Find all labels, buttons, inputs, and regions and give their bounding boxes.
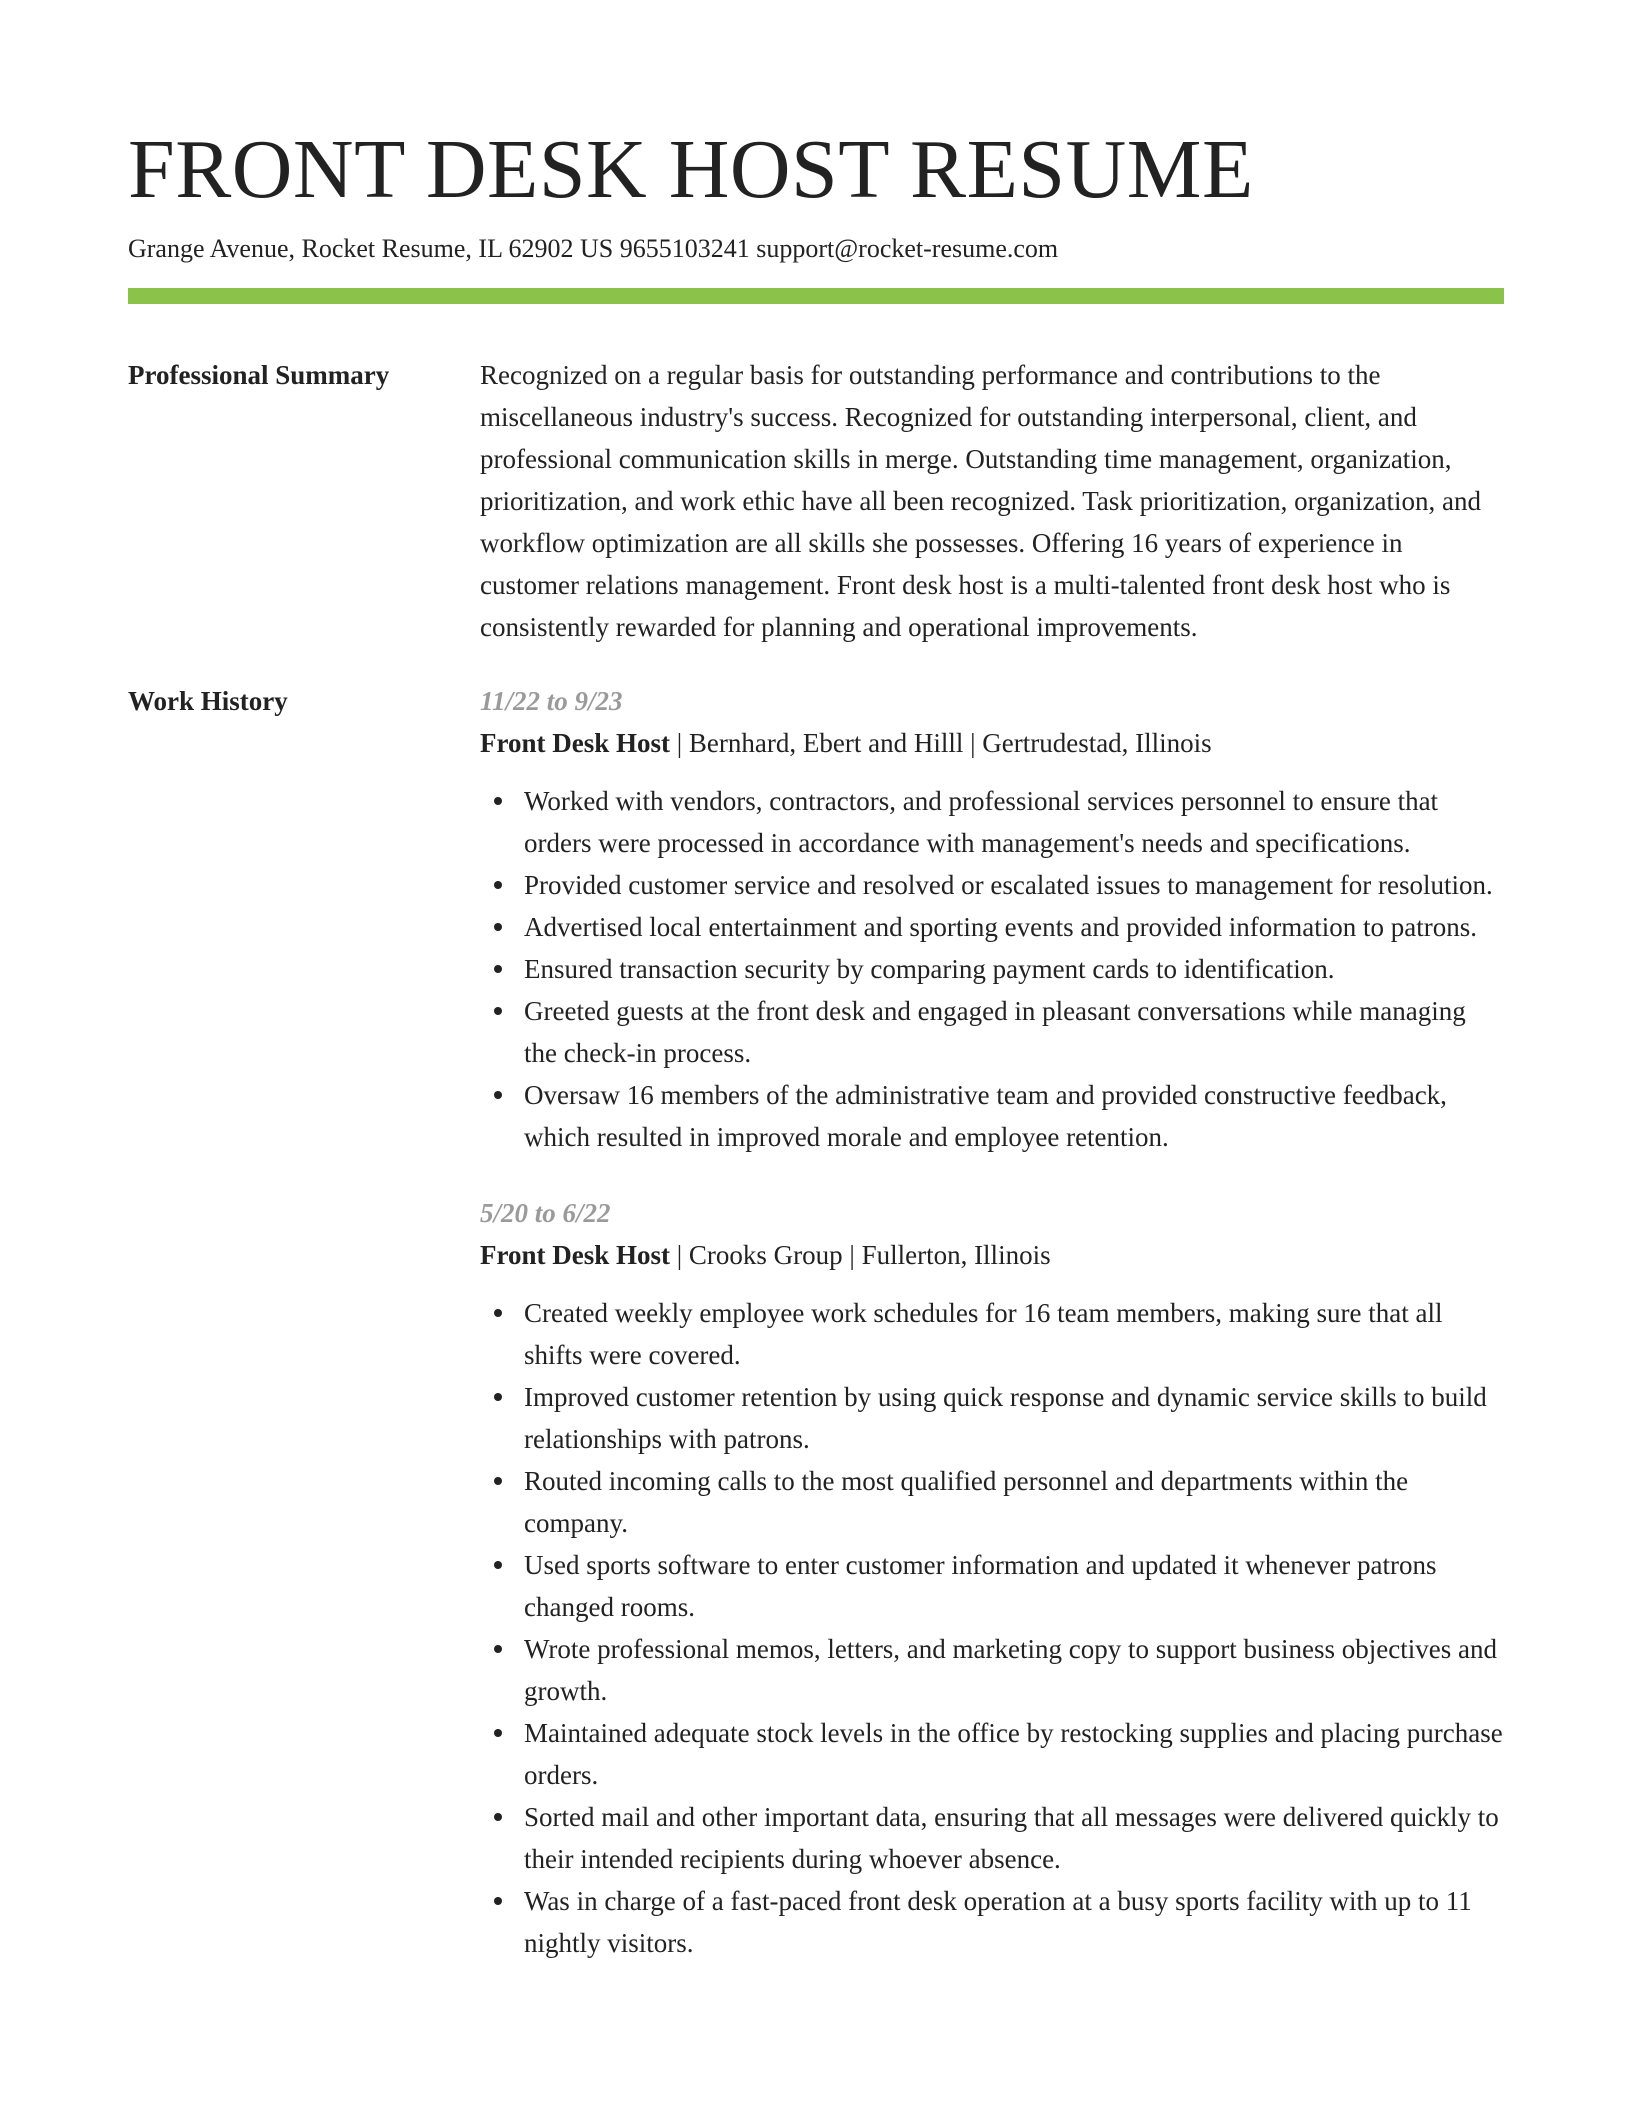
job-bullet [480,1544,1504,1628]
job-bullet [480,864,1504,906]
job-entry [480,680,1504,1158]
job-dates: 11/22 to 9/23 [480,686,623,716]
job-entry [480,1192,1504,1964]
bullet-text: Used sports software to enter customer information and updated it whenever patrons changed rooms. [524,1550,1437,1622]
work-history-section [128,680,1504,1964]
resume-title: FRONT DESK HOST RESUME [128,123,1254,216]
header-divider [128,288,1504,304]
job-bullet [480,1628,1504,1712]
bullet-text: Was in charge of a fast-paced front desk operation at a busy sports facility with up to 11 nightly visitors. [524,1886,1472,1958]
bullet-icon [494,1729,502,1737]
bullet-icon [494,1007,502,1015]
bullet-icon [494,1393,502,1401]
bullet-text: Wrote professional memos, letters, and marketing copy to support business objectives and growth. [524,1634,1497,1706]
job-bullet [480,990,1504,1074]
bullet-icon [494,1091,502,1099]
job-bullet [480,906,1504,948]
job-bullet-list [480,780,1504,1158]
job-bullet [480,1880,1504,1964]
job-heading [480,722,1504,764]
bullet-icon [494,965,502,973]
bullet-text: Ensured transaction security by comparing payment cards to identification. [524,954,1335,984]
job-bullet [480,1712,1504,1796]
job-bullet [480,1292,1504,1376]
bullet-icon [494,1813,502,1821]
job-heading [480,1234,1504,1276]
bullet-icon [494,1561,502,1569]
bullet-text: Advertised local entertainment and sporting events and provided information to patrons. [524,912,1478,942]
bullet-text: Routed incoming calls to the most qualified personnel and departments within the company. [524,1466,1409,1538]
job-bullet [480,1460,1504,1544]
job-bullet [480,1376,1504,1460]
bullet-icon [494,881,502,889]
bullet-text: Created weekly employee work schedules for 16 team members, making sure that all shifts were covered. [524,1298,1443,1370]
bullet-text: Worked with vendors, contractors, and professional services personnel to ensure that orders were processed in accordance with management's needs and specifications. [524,786,1439,858]
bullet-text: Sorted mail and other important data, ensuring that all messages were delivered quickly to their intended recipients during whoever absence. [524,1802,1499,1874]
bullet-text: Oversaw 16 members of the administrative team and provided constructive feedback, which resulted in improved morale and employee retention. [524,1080,1447,1152]
job-details: | Bernhard, Ebert and Hilll | Gertrudestad, Illinois [670,728,1212,758]
contact-line: Grange Avenue, Rocket Resume, IL 62902 US 9655103241 support@rocket-resume.com [128,234,1059,263]
resume-page [128,120,1504,1964]
section-label-work-history: Work History [128,686,288,716]
work-history-body [480,680,1504,1964]
bullet-text: Greeted guests at the front desk and engaged in pleasant conversations while managing the check-in process. [524,996,1466,1068]
job-dates: 5/20 to 6/22 [480,1198,611,1228]
bullet-icon [494,923,502,931]
job-bullet [480,1796,1504,1880]
job-bullet [480,1074,1504,1158]
job-bullet-list [480,1292,1504,1964]
bullet-icon [494,1309,502,1317]
bullet-text: Maintained adequate stock levels in the office by restocking supplies and placing purchase orders. [524,1718,1503,1790]
job-title: Front Desk Host [480,728,671,758]
bullet-text: Provided customer service and resolved or escalated issues to management for resolution. [524,870,1493,900]
summary-body [480,354,1504,648]
section-label-summary: Professional Summary [128,360,390,390]
job-bullet [480,948,1504,990]
job-bullet [480,780,1504,864]
bullet-icon [494,1645,502,1653]
professional-summary-section [128,354,1504,648]
bullet-icon [494,1477,502,1485]
job-title: Front Desk Host [480,1240,671,1270]
bullet-text: Improved customer retention by using quick response and dynamic service skills to build relationships with patrons. [524,1382,1487,1454]
job-details: | Crooks Group | Fullerton, Illinois [670,1240,1051,1270]
summary-text: Recognized on a regular basis for outstanding performance and contributions to the miscellaneous industry's success. Recognized for outstanding interpersonal, client, and professional communication skills in merge. Outstanding time management, organization, prioritization, and work ethic have all been recognized. Task prioritization, organization, and workflow optimization are all skills she possesses. Offering 16 years of experience in customer relations management. Front desk host is a multi-talented front desk host who is consistently rewarded for planning and operational improvements. [480,360,1482,642]
bullet-icon [494,1897,502,1905]
bullet-icon [494,797,502,805]
